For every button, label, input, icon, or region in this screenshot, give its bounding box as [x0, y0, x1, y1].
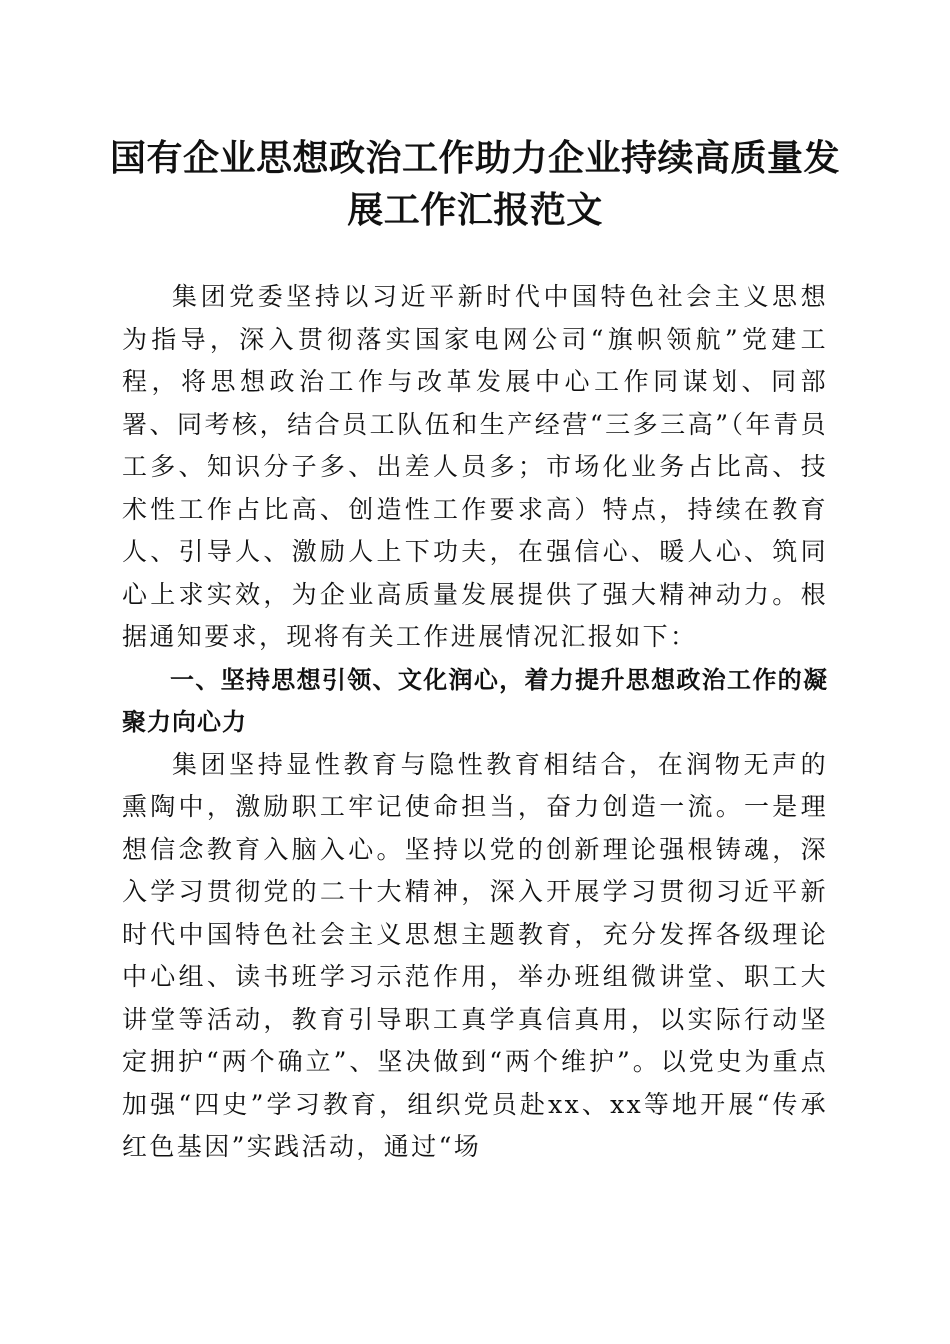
document-body [122, 276, 828, 1169]
section-1-paragraph: 集团坚持显性教育与隐性教育相结合，在润物无声的熏陶中，激励职工牢记使命担当，奋力创造一流。一是理想信念教育入脑入心。坚持以党的创新理论强根铸魂，深入学习贯彻党的二十大精神，深入开展学习贯彻习近平新时代中国特色社会主义思想主题教育，充分发挥各级理论中心组、读书班学习示范作用，举办班组微讲堂、职工大讲堂等活动，教育引导职工真学真信真用，以实际行动坚定拥护“两个确立”、坚决做到“两个维护”。以党史为重点加强“四史”学习教育，组织党员赴xx、xx等地开展“传承红色基因”实践活动，通过“场 [122, 749, 828, 1161]
intro-paragraph: 集团党委坚持以习近平新时代中国特色社会主义思想为指导，深入贯彻落实国家电网公司“旗帜领航”党建工程，将思想政治工作与改革发展中心工作同谋划、同部署、同考核，结合员工队伍和生产经营“三多三高”（年青员工多、知识分子多、出差人员多；市场化业务占比高、技术性工作占比高、创造性工作要求高）特点，持续在教育人、引导人、激励人上下功夫，在强信心、暖人心、筑同心上求实效，为企业高质量发展提供了强大精神动力。根据通知要求，现将有关工作进展情况汇报如下： [122, 282, 828, 651]
document-title: 国有企业思想政治工作助力企业持续高质量发展工作汇报范文 [110, 137, 841, 231]
section-1-heading: 一、坚持思想引领、文化润心，着力提升思想政治工作的凝聚力向心力 [122, 665, 828, 736]
